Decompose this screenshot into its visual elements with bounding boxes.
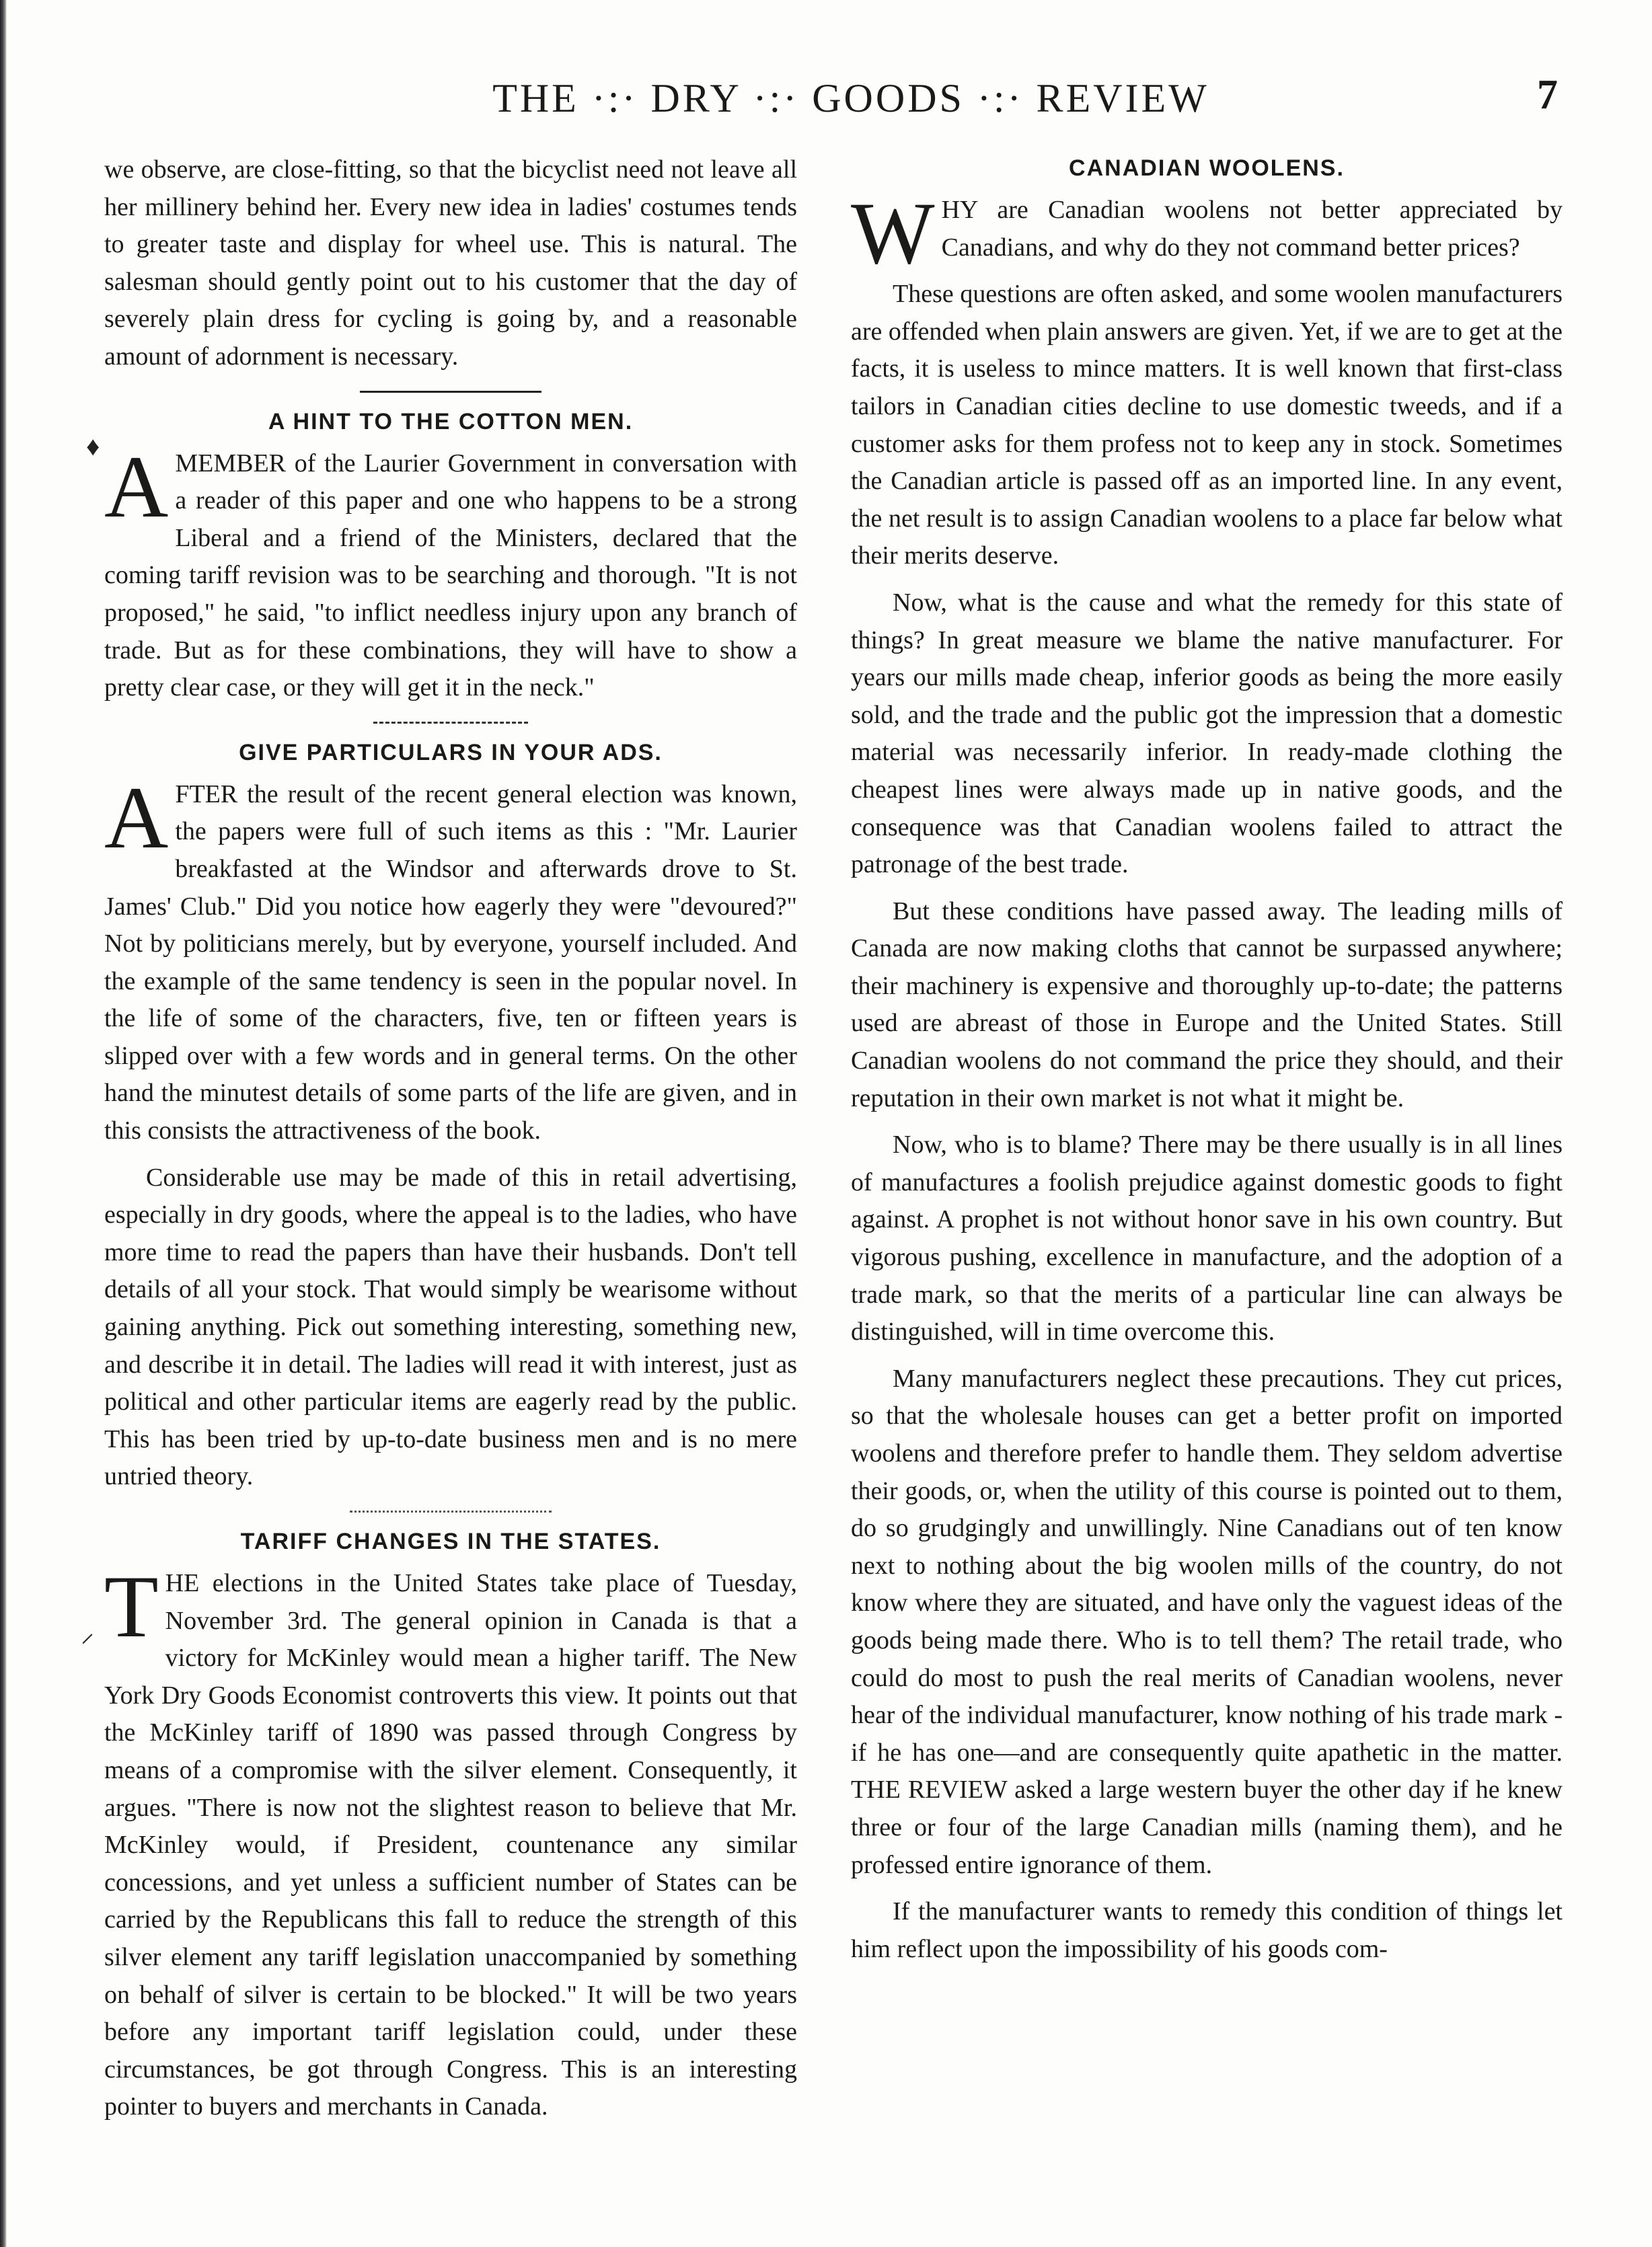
woolens-paragraph-4: But these conditions have passed away. The leading mills of Canada are now making cloths that cannot be surpassed anywhere; their machinery is expensive and thoroughly up-to-date; the patterns used are abreast of those in Europe and the United States. Still Canadian woolens do not command the price they should, and their reputation in their own market is not what it might be. [851,897,1563,1112]
woolens-paragraph-5: Now, who is to blame? There may be there usually is in all lines of manufactures a foolish prejudice against domestic goods to fight against. A prophet is not without honor save in his own country. But vigorous pushing, excellence in manufacture, and the adoption of a trade mark, so that the merits of a particular line can always be distinguished, will in time overcome this. [851,1131,1563,1346]
margin-bullet-mark: ♦ [86,431,100,461]
woolens-paragraph-6: Many manufacturers neglect these precautions. They cut prices, so that the wholesale houses can get a better profit on imported woolens and therefore prefer to handle them. They seldom advertise their goods, or, when the utility of this course is pointed out to them, do so grudgingly and unwillingly. Nine Canadians out of ten know next to nothing about the big woolen mills of the country, do not know where they are situated, and have only the vaguest ideas of the goods being made there. Who is to tell them? The retail trade, who could do most to push the real merits of Canadian woolens, never hear of the individual manufacturer, know nothing of his trade mark -if he has one—and are consequently quite apathetic in the matter. THE REVIEW asked a large western buyer the other day if he knew three or four of the large Canadian mills (naming them), and he professed entire ignorance of them. [851,1364,1563,1879]
section-divider [360,391,541,393]
section-heading-woolens: CANADIAN WOOLENS. [1069,155,1345,181]
right-column [851,151,1563,1977]
section-divider [373,722,528,724]
page-number: 7 [1537,72,1558,118]
margin-hook-mark: ⸝ [81,1617,94,1648]
woolens-paragraph-7: If the manufacturer wants to remedy this condition of things let him reflect upon the impossibility of his goods com- [851,1897,1563,1963]
continued-paragraph: we observe, are close-fitting, so that the bicyclist need not leave all her millinery behind her. Every new idea in ladies' costumes tends to greater taste and display for wheel use. This is natural. The salesman should gently point out to his customer that the day of severely plain dress for cycling is going by, and a reasonable amount of adornment is necessary. [104,155,797,371]
publication-title: THE ·:· DRY ·:· GOODS ·:· REVIEW [492,76,1209,120]
particulars-paragraph-1: AFTER the result of the recent general election was known, the papers were full of such items as this : "Mr. Laurier breakfasted at the Windsor and afterwards drove to St. James' Club." Did you notice how eagerly they were "devoured?" Not by politicians merely, but by everyone, yourself included. And the example of the same tendency is seen in the popular novel. In the life of some of the characters, five, ten or fifteen years is slipped over with a few words and in general terms. On the other hand the minutest details of some parts of the life are given, and in this consists the attractiveness of the book. [104,767,797,1145]
section-divider [350,1511,552,1513]
section-heading-tariff: TARIFF CHANGES IN THE STATES. [240,1529,661,1554]
woolens-paragraph-1: WHY are Canadian woolens not better appreciated by Canadians, and why do they not command better prices? [851,184,1563,282]
particulars-paragraph-2: Considerable use may be made of this in retail advertising, especially in dry goods, where the appeal is to the ladies, who have more time to read the papers than have their husbands. Don't tell details of all your stock. That would simply be wearisome without gaining anything. Pick out something interesting, something new, and describe it in detail. The ladies will read it with interest, just as political and other particular items are eagerly read by the public. This has been tried by up-to-date business men and is no mere untried theory. [104,1163,797,1491]
left-column [104,151,797,2135]
woolens-paragraph-2: These questions are often asked, and some woolen manufacturers are offended when plain answers are given. Yet, if we are to get at the facts, it is useless to mince matters. It is well known that first-class tailors in Canadian cities decline to use domestic tweeds, and if a customer asks for them profess not to keep any in stock. Sometimes the Canadian article is passed off as an imported line. In any event, the net result is to assign Canadian woolens to a place far below what their merits deserve. [851,280,1563,570]
page-header [0,72,1652,136]
tariff-paragraph: THE elections in the United States take place of Tuesday, November 3rd. The general opinion in Canada is that a victory for McKinley would mean a higher tariff. The New York Dry Goods Economist controverts this view. It points out that the McKinley tariff of 1890 was passed through Congress by means of a compromise with the silver element. Consequently, it argues. "There is now not the slightest reason to believe that Mr. McKinley would, if President, countenance any similar concessions, and yet unless a sufficient number of States can be carried by the Republicans this fall to reduce the strength of this silver element any tariff legislation unaccompanied by something on behalf of silver is certain to be blocked." It will be two years before any important tariff legislation could, under these circumstances, be got through Congress. This is an interesting pointer to buyers and merchants in Canada. [104,1557,797,2121]
cotton-men-paragraph: AMEMBER of the Laurier Government in conversation with a reader of this paper and one who happens to be a strong Liberal and a friend of the Ministers, declared that the coming tariff revision was to be searching and thorough. "It is not proposed," he said, "to inflict needless injury upon any branch of trade. But as for these combinations, they will have to show a pretty clear case, or they will get it in the neck." [104,436,797,702]
woolens-paragraph-3: Now, what is the cause and what the remedy for this state of things? In great measure we blame the native manufacturer. For years our mills made cheap, inferior goods as being the more easily sold, and the trade and the public got the impression that a domestic material was necessarily inferior. In ready-made clothing the cheapest lines were always made up in native goods, and the consequence was that Canadian woolens failed to attract the patronage of the best trade. [851,588,1563,879]
section-heading-cotton-men: A HINT TO THE COTTON MEN. [268,408,634,434]
section-heading-particulars: GIVE PARTICULARS IN YOUR ADS. [239,739,663,765]
page-edge-scan-shadow [0,0,7,2247]
